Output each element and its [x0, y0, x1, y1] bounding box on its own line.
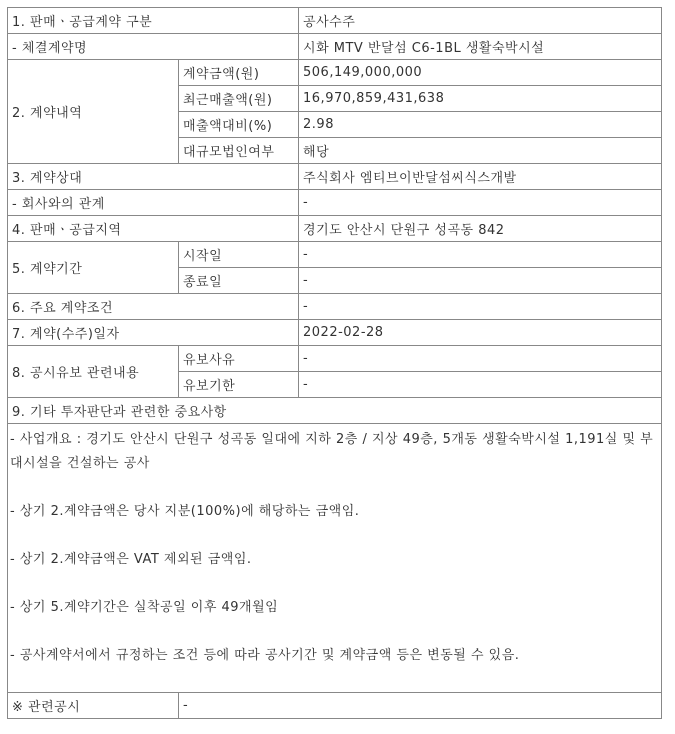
sub-label: 종료일 — [179, 268, 299, 294]
row-value: 공사수주 — [299, 8, 662, 34]
table-row — [8, 294, 662, 320]
sub-label: 매출액대비(%) — [179, 112, 299, 138]
table-row — [8, 216, 662, 242]
row-value: 시화 MTV 반달섬 C6-1BL 생활숙박시설 — [299, 34, 662, 60]
table-row — [8, 424, 662, 693]
note-item: - 상기 5.계약기간은 실착공일 이후 49개월임 — [10, 600, 279, 615]
note-item: - 공사계약서에서 규정하는 조건 등에 따라 공사기간 및 계약금액 등은 변동될 수 있음. — [10, 648, 520, 663]
row-label: - 회사와의 관계 — [8, 190, 299, 216]
table-row — [8, 60, 662, 86]
sub-label: 유보기한 — [179, 372, 299, 398]
sub-label: 유보사유 — [179, 346, 299, 372]
table-row — [8, 693, 662, 719]
row-label: - 체결계약명 — [8, 34, 299, 60]
notes-cell — [8, 424, 662, 693]
row-label: 8. 공시유보 관련내용 — [8, 346, 179, 398]
row-label: 5. 계약기간 — [8, 242, 179, 294]
row-value: - — [299, 242, 662, 268]
table-row — [8, 190, 662, 216]
row-label: 7. 계약(수주)일자 — [8, 320, 299, 346]
row-value: 506,149,000,000 — [299, 60, 662, 86]
row-label: ※ 관련공시 — [8, 693, 179, 719]
sub-label: 최근매출액(원) — [179, 86, 299, 112]
table-row — [8, 242, 662, 268]
row-value: - — [179, 693, 662, 719]
row-value: - — [299, 294, 662, 320]
row-value: - — [299, 346, 662, 372]
sub-label: 대규모법인여부 — [179, 138, 299, 164]
sub-label: 계약금액(원) — [179, 60, 299, 86]
disclosure-table — [7, 7, 662, 719]
row-label: 1. 판매ㆍ공급계약 구분 — [8, 8, 299, 34]
row-value: - — [299, 190, 662, 216]
row-label: 4. 판매ㆍ공급지역 — [8, 216, 299, 242]
row-label: 9. 기타 투자판단과 관련한 중요사항 — [8, 398, 662, 424]
table-row — [8, 398, 662, 424]
note-item: - 상기 2.계약금액은 VAT 제외된 금액임. — [10, 552, 252, 567]
table-row — [8, 164, 662, 190]
row-value: 16,970,859,431,638 — [299, 86, 662, 112]
note-item: - 사업개요 : 경기도 안산시 단원구 성곡동 일대에 지하 2층 / 지상 49층, 5개동 생활숙박시설 1,191실 및 부대시설을 건설하는 공사 — [10, 432, 654, 471]
table-row — [8, 34, 662, 60]
table-row — [8, 8, 662, 34]
row-value: 주식회사 엠티브이반달섬씨식스개발 — [299, 164, 662, 190]
note-item: - 상기 2.계약금액은 당사 지분(100%)에 해당하는 금액임. — [10, 504, 360, 519]
row-label: 2. 계약내역 — [8, 60, 179, 164]
row-label: 6. 주요 계약조건 — [8, 294, 299, 320]
row-value: 해당 — [299, 138, 662, 164]
sub-label: 시작일 — [179, 242, 299, 268]
row-value: - — [299, 268, 662, 294]
table-row — [8, 346, 662, 372]
row-value: 2.98 — [299, 112, 662, 138]
table-row — [8, 320, 662, 346]
row-label: 3. 계약상대 — [8, 164, 299, 190]
row-value: - — [299, 372, 662, 398]
row-value: 2022-02-28 — [299, 320, 662, 346]
row-value: 경기도 안산시 단원구 성곡동 842 — [299, 216, 662, 242]
